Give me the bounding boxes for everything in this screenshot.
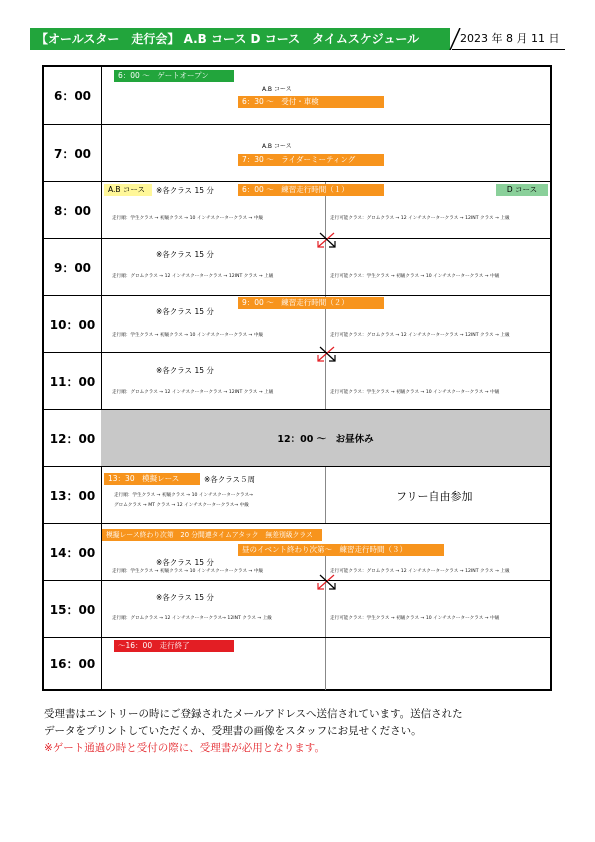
page-title: 【オールスター 走行会】 A.B コース D コース タイムスケジュール [30,28,450,50]
practice-session-2: 9：00 ～ 練習走行時間（２） [238,297,384,309]
reception-label: 6：30 ～ 受付・車検 [238,96,384,108]
class-duration-note: ※各クラス 15 分 [156,558,214,567]
hour-label: 16：00 [44,638,102,689]
running-order: 走行可能クラス：グロムクラス → 12 インチスクータークラス → 12INT クラス → 上級 [330,333,510,338]
class-duration-note: ※各クラス 15 分 [156,250,214,259]
swap-arrows-icon [314,573,338,591]
running-order: 走行順：学生クラス → 初級クラス → 10 インチスクータークラス → 中級 [112,216,264,221]
hour-row-16 [44,637,550,689]
hour-label: 8：00 [44,182,102,238]
practice-session-3: 昼のイベント終わり次第～ 練習走行時間（３） [238,544,444,556]
receipt-warning: ※ゲート通過の時と受付の際に、受理書が必用となります。 [44,742,325,754]
hour-row-15 [44,580,550,637]
ab-course-label: A.B コース [262,143,292,150]
hour-label: 7：00 [44,125,102,181]
mock-race-label: 13：30 模擬レース [104,473,200,485]
ab-course-label: A.B コース [262,86,292,93]
hour-row-10 [44,295,550,352]
ab-course-header: A.B コース [104,184,152,196]
running-order: 走行可能クラス：学生クラス → 初級クラス → 10 インチスクータークラス → 中級 [330,274,500,279]
running-order: 走行順：グロムクラス → 12 インチスクータークラス → 12INT クラス → 上級 [112,390,274,395]
hour-row-8 [44,181,550,238]
running-order: 走行順：グロムクラス → 12 インチスクータークラス → 12INT クラス → 上級 [112,274,274,279]
hour-label: 11：00 [44,353,102,409]
running-order: 走行順：学生クラス → 初級クラス → 10 インチスクータークラス → 中級 [112,569,264,574]
hour-label: 6：00 [44,67,102,124]
lap-count-note: ※各クラス５周 [204,475,256,484]
class-duration-note: ※各クラス 15 分 [156,186,214,195]
running-order: 走行可能クラス：学生クラス → 初級クラス → 10 インチスクータークラス → 中級 [330,616,500,621]
running-order: 走行可能クラス：学生クラス → 初級クラス → 10 インチスクータークラス → 中級 [330,390,500,395]
run-end-label: ～16：00 走行終了 [114,640,234,652]
rider-meeting-label: 7：30 ～ ライダーミーティング [238,154,384,166]
running-order: 走行順：学生クラス → 初級クラス → 10 インチスクータークラス→ [114,493,253,498]
lunch-break-block [101,410,550,466]
hour-row-9 [44,238,550,295]
d-course-header: D コース [496,184,548,196]
class-duration-note: ※各クラス 15 分 [156,593,214,602]
schedule-table [42,65,552,691]
schedule-date: 2023 年 8 月 11 日 [460,32,560,45]
hour-label: 12：00 [44,410,102,466]
class-duration-note: ※各クラス 15 分 [156,307,214,316]
hour-row-13 [44,466,550,523]
hour-label: 13：00 [44,467,102,523]
hour-row-7 [44,124,550,181]
gate-open-label: 6：00 ～ ゲートオープン [114,70,234,82]
practice-session-1: 6：00 ～ 練習走行時間（１） [238,184,384,196]
running-order: 走行順：学生クラス → 初級クラス → 10 インチスクータークラス → 中級 [112,333,264,338]
header-underline [452,49,565,50]
running-order: 走行可能クラス：グロムクラス → 12 インチスクータークラス → 12INT クラス → 上級 [330,569,510,574]
hour-row-14 [44,523,550,580]
course-divider [325,467,326,524]
receipt-note-line2: データをプリントしていただくか、受理書の画像をスタッフにお見せください。 [44,725,422,737]
lunch-break-label: 12：00 ～ お昼休み [277,434,374,445]
class-duration-note: ※各クラス 15 分 [156,366,214,375]
hour-label: 9：00 [44,239,102,295]
receipt-note-line1: 受理書はエントリーの時にご登録されたメールアドレスへ送信されています。送信された [44,708,463,720]
free-ride-label: フリー自由参加 [396,490,473,503]
hour-row-12 [44,409,550,466]
running-order: グロムクラス → MT クラス → 12 インチスクータークラス→ 中級 [114,503,249,508]
time-attack-label: 模擬レース終わり次第 20 分間連タイムアタック 無差別級クラス [102,529,322,541]
hour-label: 10：00 [44,296,102,352]
course-divider [325,638,326,690]
running-order: 走行可能クラス：グロムクラス → 12 インチスクータークラス → 12INT クラス → 上級 [330,216,510,221]
hour-label: 15：00 [44,581,102,637]
swap-arrows-icon [314,231,338,249]
running-order: 走行順：グロムクラス → 12 インチスクータークラス→ 12INT クラス → 上級 [112,616,272,621]
swap-arrows-icon [314,345,338,363]
hour-row-11 [44,352,550,409]
hour-row-6 [44,67,550,124]
hour-label: 14：00 [44,524,102,580]
